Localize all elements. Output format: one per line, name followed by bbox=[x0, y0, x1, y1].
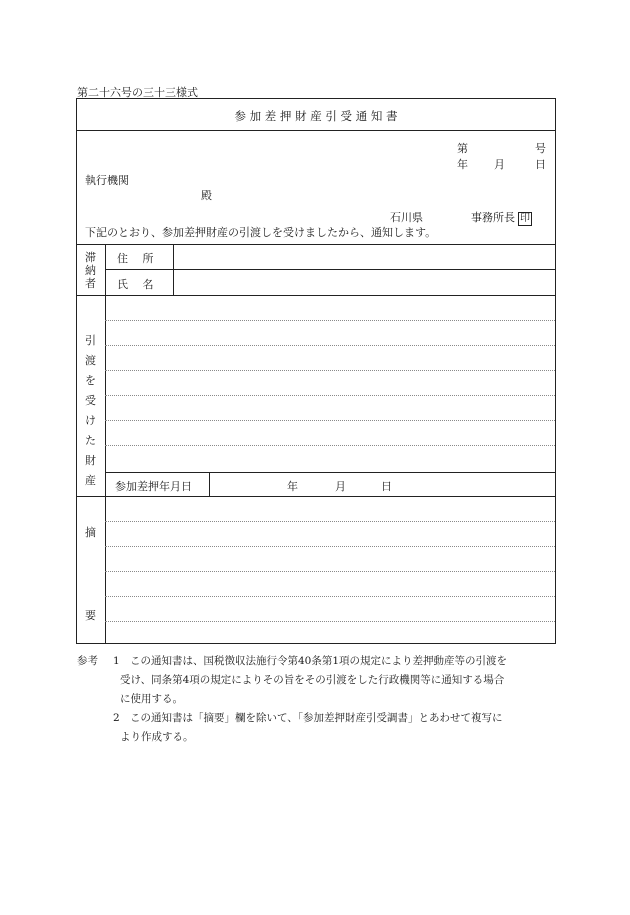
property-line bbox=[105, 395, 555, 396]
property-line bbox=[105, 320, 555, 321]
address-row-divider bbox=[105, 269, 555, 270]
property-date-divider bbox=[105, 472, 555, 473]
honorific-dono: 殿 bbox=[201, 189, 212, 202]
form-title: 参 加 差 押 財 産 引 受 通 知 書 bbox=[234, 109, 398, 123]
note-line: より作成する。 bbox=[120, 731, 194, 743]
property-line bbox=[105, 420, 555, 421]
address-label: 住 所 bbox=[117, 252, 154, 265]
attachment-date-label: 参加差押年月日 bbox=[115, 480, 192, 493]
date-month: 月 bbox=[494, 158, 505, 171]
attachment-date-month: 月 bbox=[335, 480, 346, 493]
title-divider bbox=[77, 130, 555, 131]
number-dai: 第 bbox=[457, 142, 468, 155]
summary-line bbox=[105, 596, 555, 597]
delinquent-divider bbox=[77, 295, 555, 296]
name-label: 氏 名 bbox=[117, 278, 154, 291]
property-divider bbox=[77, 496, 555, 497]
issuer-prefecture: 石川県 bbox=[390, 211, 423, 224]
number-go: 号 bbox=[535, 142, 546, 155]
summary-line bbox=[105, 521, 555, 522]
header-divider bbox=[77, 244, 555, 245]
attachment-date-day: 日 bbox=[381, 480, 392, 493]
property-line bbox=[105, 370, 555, 371]
recipient-label: 執行機関 bbox=[85, 174, 129, 187]
summary-line bbox=[105, 571, 555, 572]
issuer-title bbox=[471, 209, 532, 226]
date-day: 日 bbox=[535, 158, 546, 171]
notes-prefix: 参考 bbox=[77, 655, 98, 667]
note-line: 受け、同条第4項の規定によりその旨をその引渡をした行政機関等に通知する場合 bbox=[120, 674, 505, 686]
date-year: 年 bbox=[457, 158, 468, 171]
summary-label-bottom: 要 bbox=[85, 609, 96, 622]
attachment-date-divider bbox=[209, 472, 210, 496]
summary-line bbox=[105, 621, 555, 622]
attachment-date-year: 年 bbox=[287, 480, 298, 493]
property-line bbox=[105, 445, 555, 446]
note-number: 2 bbox=[113, 712, 120, 724]
note-line: この通知書は「摘要」欄を除いて、「参加差押財産引受調書」とあわせて複写に bbox=[130, 712, 503, 724]
delinquent-label: 滞 納 者 bbox=[85, 251, 96, 290]
summary-line bbox=[105, 546, 555, 547]
property-label: 引 渡 を 受 け た 財 産 bbox=[85, 334, 96, 487]
form-number-label: 第二十六号の三十三様式 bbox=[77, 86, 198, 99]
property-line bbox=[105, 345, 555, 346]
seal-mark: 印 bbox=[520, 213, 530, 224]
note-number: 1 bbox=[113, 655, 120, 667]
note-line: に使用する。 bbox=[120, 693, 183, 705]
summary-label-top: 摘 bbox=[85, 526, 96, 539]
notice-body-text: 下記のとおり、参加差押財産の引渡しを受けましたから、通知します。 bbox=[85, 226, 437, 239]
note-line: この通知書は、国税徴収法施行令第40条第1項の規定により差押動産等の引渡を bbox=[130, 655, 508, 667]
notice-form-frame bbox=[76, 98, 556, 644]
office-chief-label: 事務所長 bbox=[471, 211, 515, 224]
